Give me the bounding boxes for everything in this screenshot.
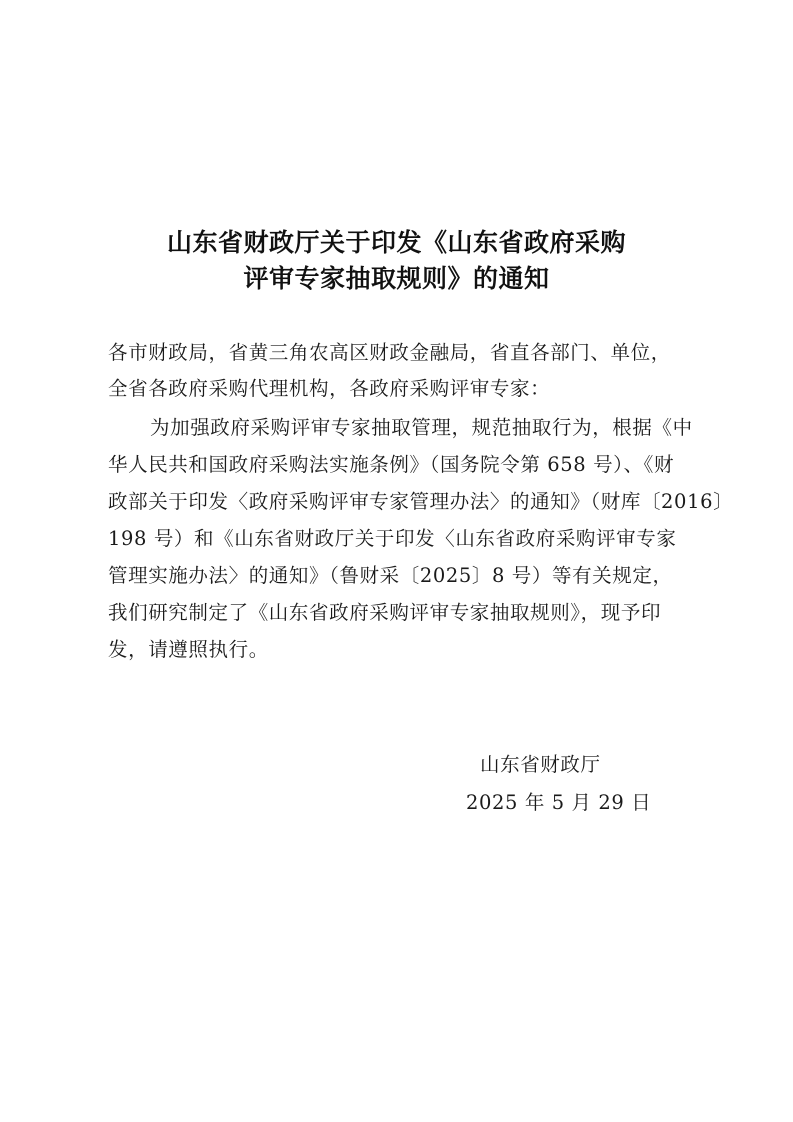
document-title-line-1: 山东省财政厅关于印发《山东省政府采购 xyxy=(166,228,626,257)
body-line: 管理实施办法〉的通知》（鲁财采〔2025〕8 号）等有关规定， xyxy=(108,564,673,587)
body-line: 我们研究制定了《山东省政府采购评审专家抽取规则》，现予印 xyxy=(108,601,662,624)
addressee-line-1: 各市财政局，省黄三角农高区财政金融局，省直各部门、单位， xyxy=(108,341,671,364)
body-line: 政部关于印发〈政府采购评审专家管理办法〉的通知》（财库〔2016〕 xyxy=(108,490,734,513)
body-line: 为加强政府采购评审专家抽取管理，规范抽取行为，根据《中 xyxy=(150,416,693,439)
signature-date: 2025 年 5 月 29 日 xyxy=(466,791,652,814)
body-line: 发，请遵照执行。 xyxy=(108,638,269,661)
signature-organization: 山东省财政厅 xyxy=(480,753,601,776)
body-line: 198 号）和《山东省财政厅关于印发〈山东省政府采购评审专家 xyxy=(108,527,677,550)
addressee-line-2: 全省各政府采购代理机构，各政府采购评审专家： xyxy=(108,377,551,400)
body-line: 华人民共和国政府采购法实施条例》（国务院令第 658 号）、《财 xyxy=(108,453,675,476)
document-title-line-2: 评审专家抽取规则》的通知 xyxy=(243,264,550,293)
